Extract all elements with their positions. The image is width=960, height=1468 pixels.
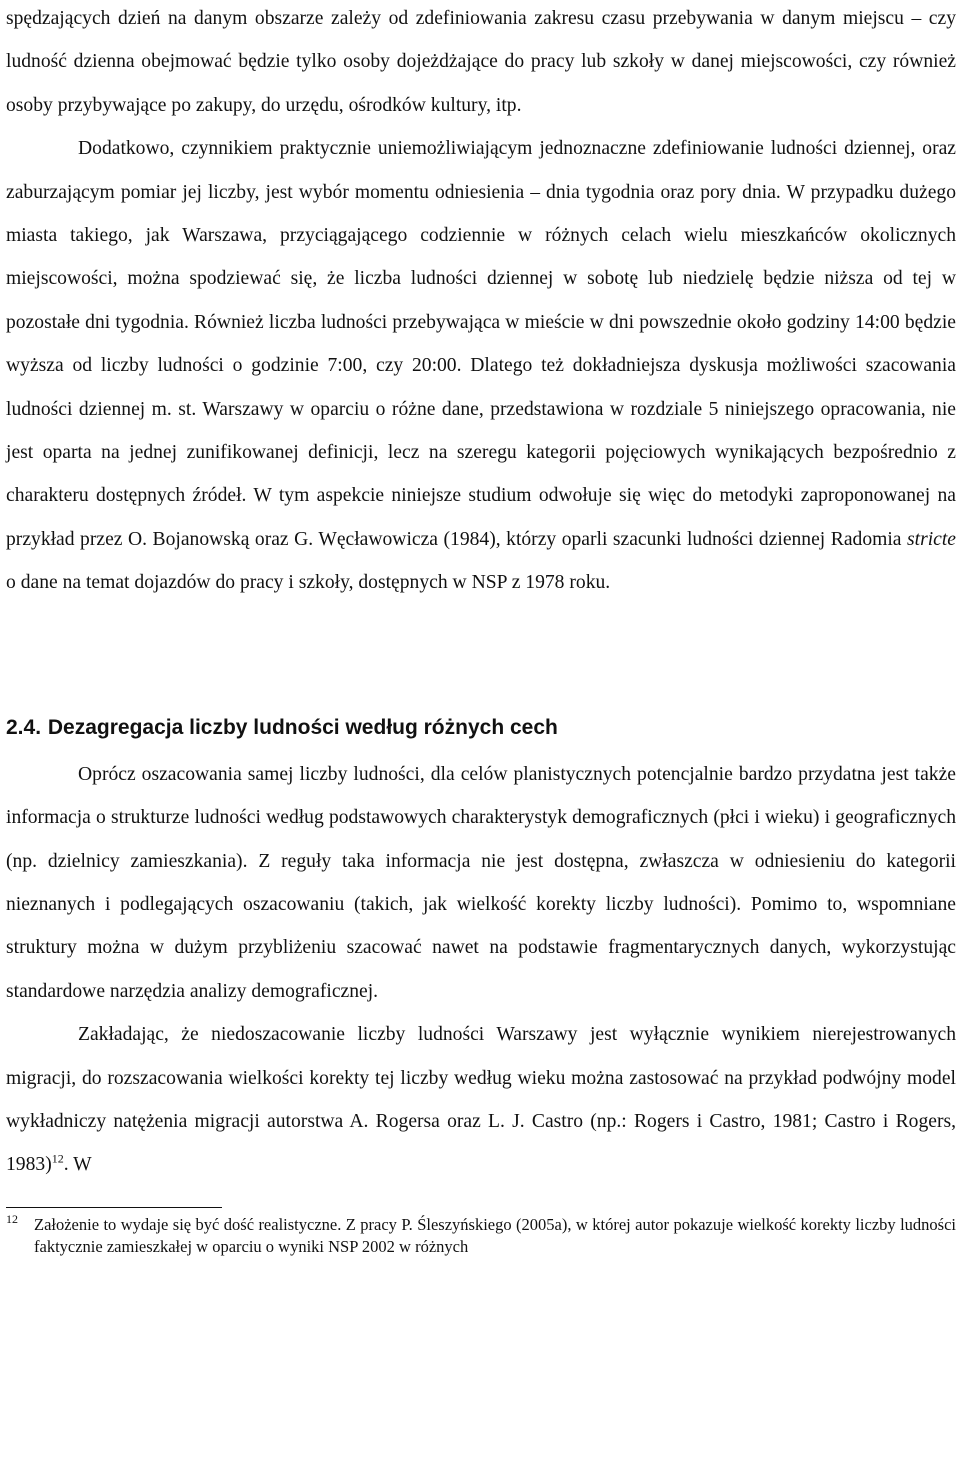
paragraph-continuation (6, 0, 956, 127)
paragraph-text: . W (63, 1154, 92, 1176)
footnote-number: 12 (6, 1211, 18, 1226)
paragraph (6, 1013, 956, 1187)
section-heading (6, 715, 956, 741)
paragraph-text: o dane na temat dojazdów do pracy i szkoły, dostępnych w NSP z 1978 roku. (6, 572, 611, 594)
section-number: 2.4. (6, 715, 42, 739)
paragraph-text: Zakładając, że niedoszacowanie liczby ludności Warszawy jest wyłącznie wynikiem nierejestrowanych migracji, do rozszacowania wielkości korekty tej liczby według wieku można zastosować na przykład podwójny model wykładniczy natężenia migracji autorstwa A. Rogersa oraz L. J. Castro (np.: Rogers i Castro, 1981; Castro i Rogers, 1983) (6, 1024, 956, 1176)
paragraph-text: spędzających dzień na danym obszarze zależy od zdefiniowania zakresu czasu przebywania w danym miejscu – czy ludność dzienna obejmować będzie tylko osoby dojeżdżające do pracy lub szkoły w danej miejscowości, czy również osoby przybywające po zakupy, do urzędu, ośrodków kultury, itp. (6, 8, 956, 116)
latin-term: stricte (907, 528, 956, 550)
document-page (6, 0, 956, 1258)
footnote-reference[interactable]: 12 (51, 1151, 64, 1166)
paragraph-text: Oprócz oszacowania samej liczby ludności, dla celów planistycznych potencjalnie bardzo przydatna jest także informacja o strukturze ludności według podstawowych charakterystyk demograficznych (płci i wieku) i geograficznych (np. dzielnicy zamieszkania). Z reguły taka informacja nie jest dostępna, zwłaszcza w odniesieniu do kategorii nieznanych i podlegających oszacowaniu (takich, jak wielkość korekty liczby ludności). Pomimo to, wspomniane struktury można w dużym przybliżeniu szacować nawet na podstawie fragmentarycznych danych, wykorzystując standardowe narzędzia analizy demograficznej. (6, 763, 956, 1002)
paragraph (6, 753, 956, 1013)
footnote-divider (6, 1207, 222, 1208)
section-title: Dezagregacja liczby ludności według różnych cech (47, 715, 558, 739)
footnote-text: Założenie to wydaje się być dość realistyczne. Z pracy P. Śleszyńskiego (2005a), w której autor pokazuje wielkość korekty liczby ludności faktycznie zamieszkałej w oparciu o wyniki NSP 2002 w różnych (34, 1214, 956, 1256)
paragraph (6, 127, 956, 604)
paragraph-text: Dodatkowo, czynnikiem praktycznie uniemożliwiającym jednoznaczne zdefiniowanie ludności dziennej, oraz zaburzającym pomiar jej liczby, jest wybór momentu odniesienia – dnia tygodnia oraz pory dnia. W przypadku dużego miasta takiego, jak Warszawa, przyciągającego codziennie w różnych celach wielu mieszkańców okolicznych miejscowości, można spodziewać się, że liczba ludności dziennej w sobotę lub niedzielę będzie niższa od tej w pozostałe dni tygodnia. Również liczba ludności przebywająca w mieście w dni powszednie około godziny 14:00 będzie wyższa od liczby ludności o godzinie 7:00, czy 20:00. Dlatego też dokładniejsza dyskusja możliwości szacowania ludności dziennej m. st. Warszawy w oparciu o różne dane, przedstawiona w rozdziale 5 niniejszego opracowania, nie jest oparta na jednej zunifikowanej definicji, lecz na szeregu kategorii pojęciowych wynikających bezpośrednio z charakteru dostępnych źródeł. W tym aspekcie niniejsze studium odwołuje się więc do metodyki zaproponowanej na przykład przez O. Bojanowską oraz G. Węcławowicza (1984), którzy oparli szacunki ludności dziennej Radomia (6, 138, 956, 550)
footnote (6, 1211, 956, 1258)
